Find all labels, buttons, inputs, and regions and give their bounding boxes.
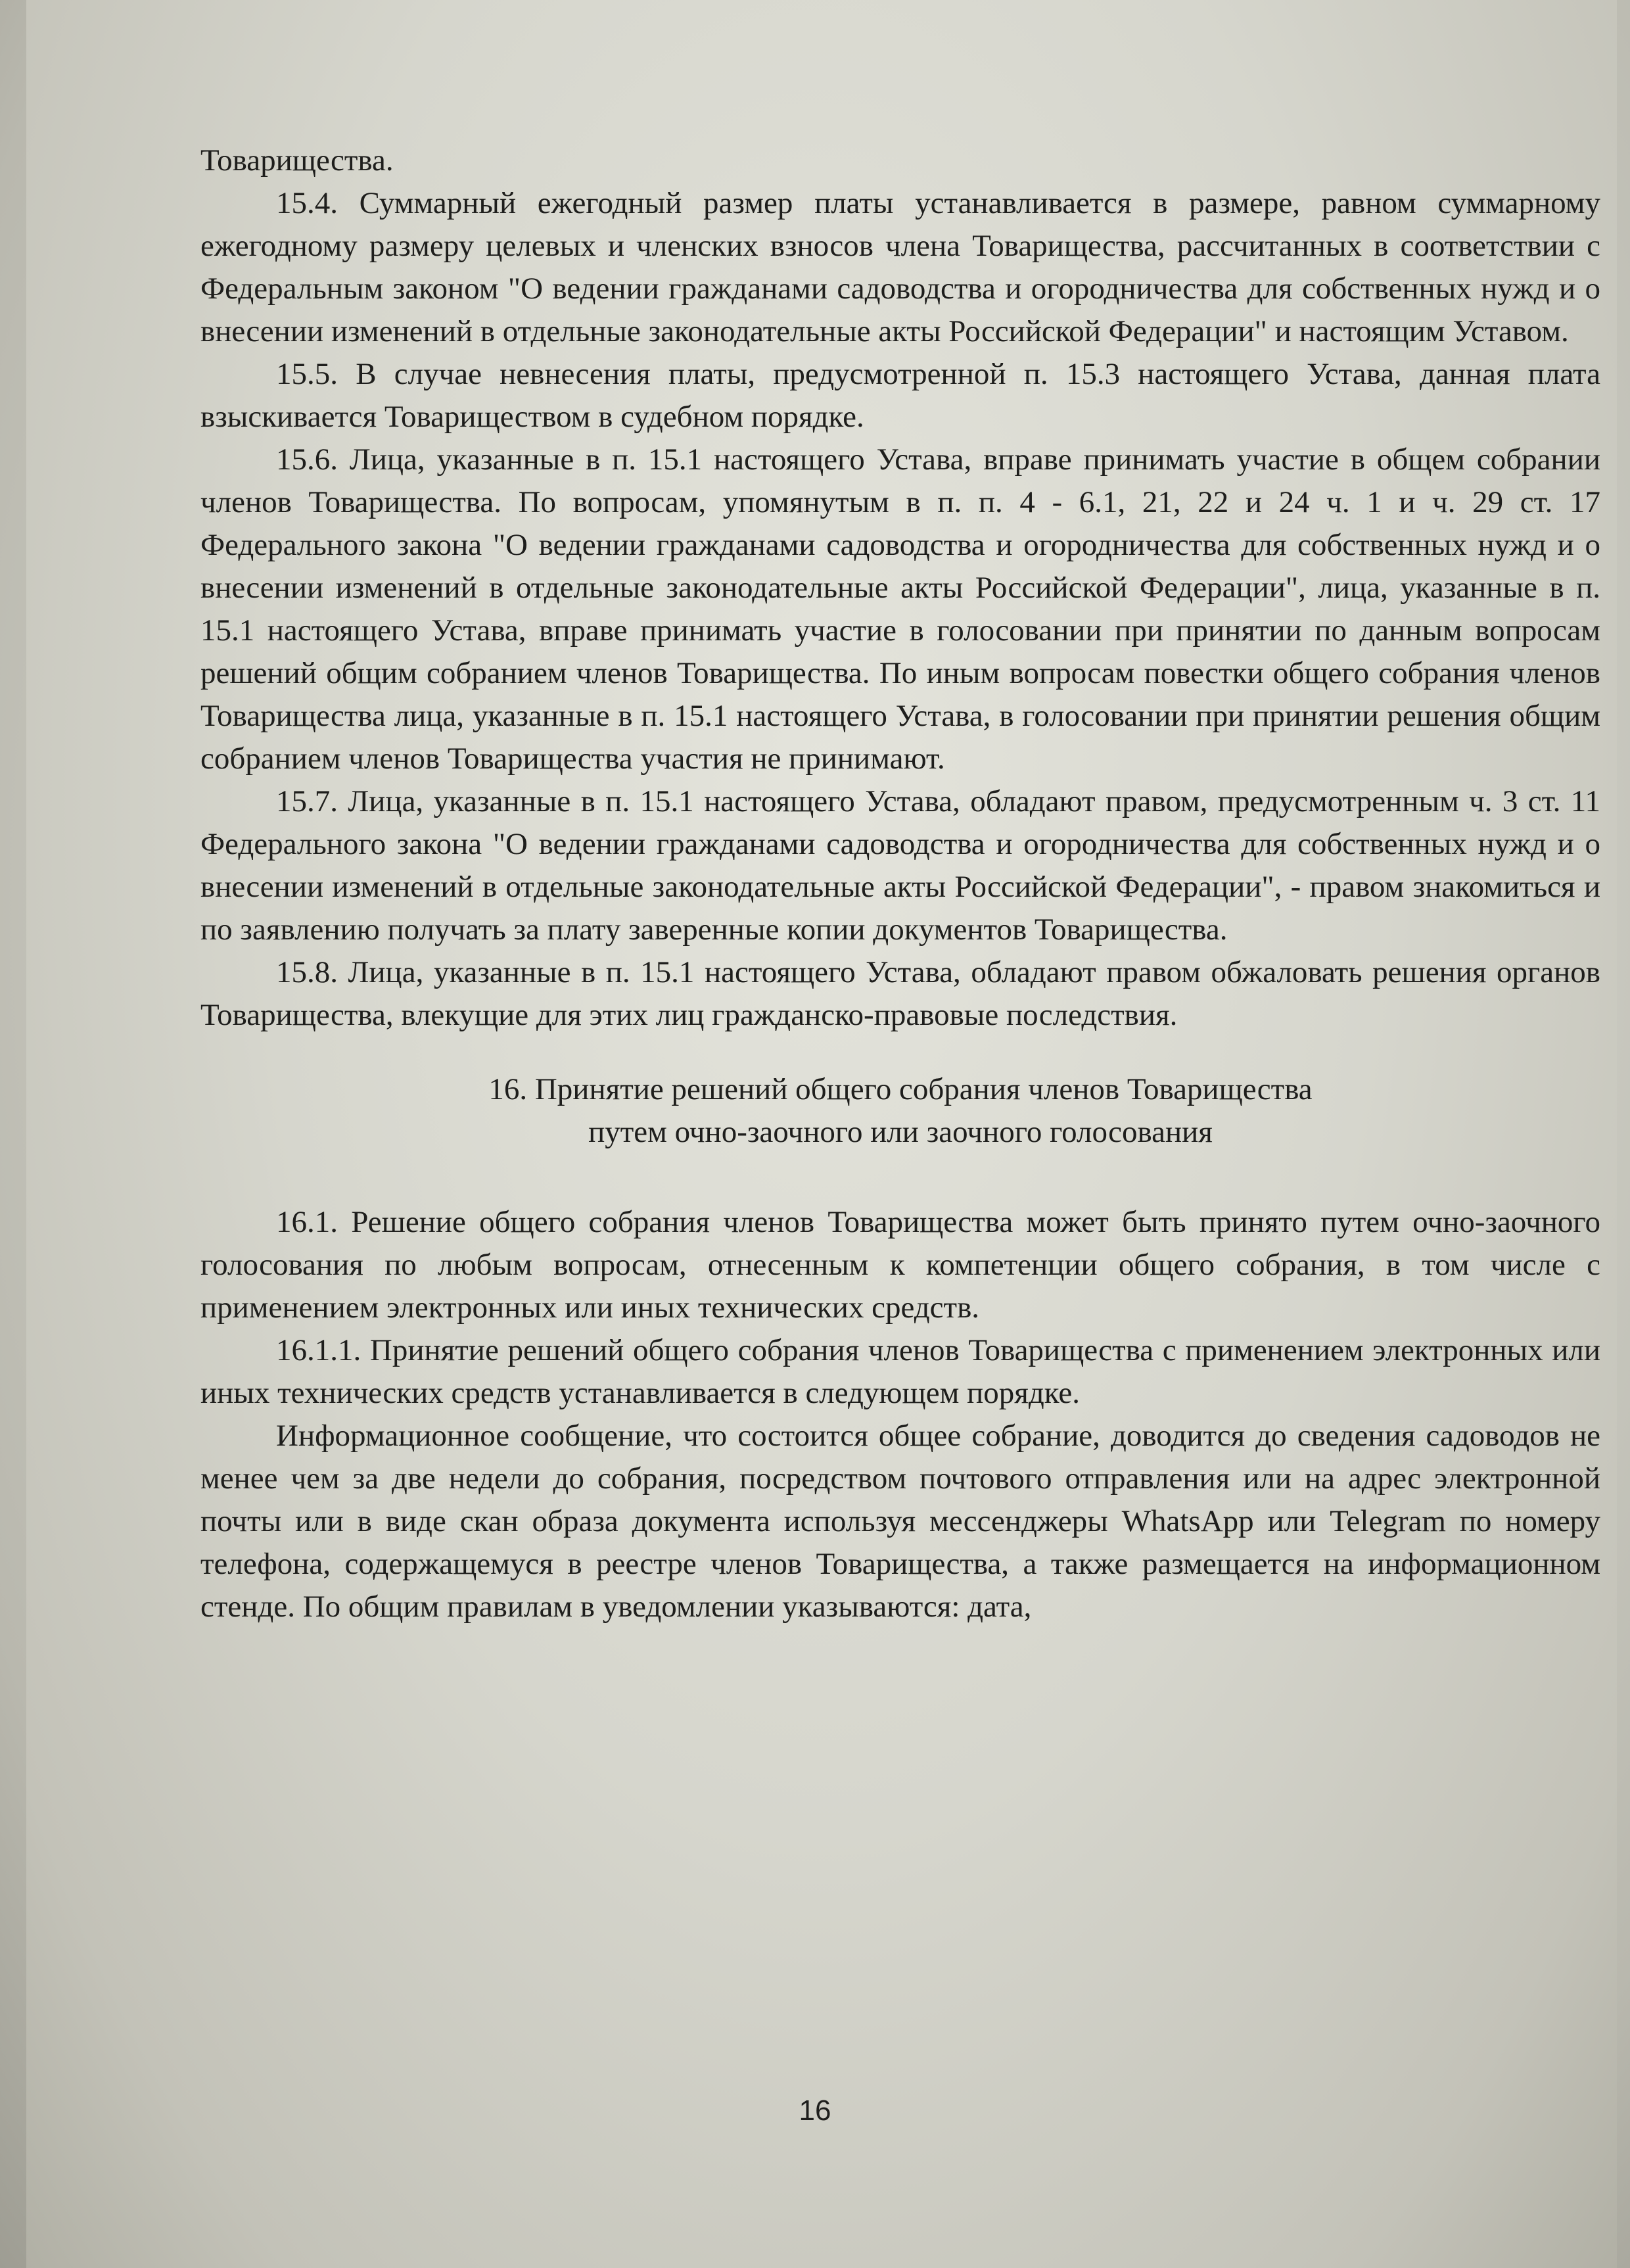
section-heading	[200, 1068, 1600, 1154]
paragraph-info-message: Информационное сообщение, что состоится общее собрание, доводится до сведения садоводов не менее чем за две недели до собрания, посредством почтового отправления или на адрес электронной почты или в виде скан образа документа используя мессенджеры WhatsApp или Telegram по номеру телефона, содержащемуся в реестре членов Товарищества, а также размещается на информационном стенде. По общим правилам в уведомлении указываются: дата,	[200, 1419, 1600, 1624]
paragraph-continuation: Товарищества.	[200, 143, 394, 177]
paragraph-16-1: 16.1. Решение общего собрания членов Товарищества может быть принято путем очно-заочного голосования по любым вопросам, отнесенным к компетенции общего собрания, в том числе с применением электронных или иных технических средств.	[200, 1205, 1600, 1325]
paragraph-15-8: 15.8. Лица, указанные в п. 15.1 настоящего Устава, обладают правом обжаловать решения органов Товарищества, влекущие для этих лиц гражданско-правовые последствия.	[200, 955, 1600, 1032]
paragraph-15-7: 15.7. Лица, указанные в п. 15.1 настоящего Устава, обладают правом, предусмотренным ч. 3 ст. 11 Федерального закона "О ведении гражданами садоводства и огородничества для собственных нужд и о внесении изменений в отдельные законодательные акты Российской Федерации", - правом знакомиться и по заявлению получать за плату заверенные копии документов Товарищества.	[200, 784, 1600, 947]
document-body	[200, 139, 1600, 1628]
section-heading-line-1: 16. Принятие решений общего собрания членов Товарищества	[488, 1072, 1313, 1106]
paragraph-15-5: 15.5. В случае невнесения платы, предусмотренной п. 15.3 настоящего Устава, данная плата взыскивается Товариществом в судебном порядке.	[200, 357, 1600, 434]
document-sheet	[26, 0, 1617, 2268]
paragraph-16-1-1: 16.1.1. Принятие решений общего собрания членов Товарищества с применением электронных или иных технических средств устанавливается в следующем порядке.	[200, 1333, 1600, 1410]
paragraph-15-4: 15.4. Суммарный ежегодный размер платы устанавливается в размере, равном суммарному ежегодному размеру целевых и членских взносов члена Товарищества, рассчитанных в соответствии с Федеральным законом "О ведении гражданами садоводства и огородничества для собственных нужд и о внесении изменений в отдельные законодательные акты Российской Федерации" и настоящим Уставом.	[200, 186, 1600, 348]
section-heading-line-2: путем очно-заочного или заочного голосования	[588, 1115, 1213, 1149]
page-number: 16	[799, 2094, 831, 2127]
paragraph-15-6: 15.6. Лица, указанные в п. 15.1 настоящего Устава, вправе принимать участие в общем собрании членов Товарищества. По вопросам, упомянутым в п. п. 4 - 6.1, 21, 22 и 24 ч. 1 и ч. 29 ст. 17 Федерального закона "О ведении гражданами садоводства и огородничества для собственных нужд и о внесении изменений в отдельные законодательные акты Российской Федерации", лица, указанные в п. 15.1 настоящего Устава, вправе принимать участие в голосовании при принятии по данным вопросам решений общим собранием членов Товарищества. По иным вопросам повестки общего собрания членов Товарищества лица, указанные в п. 15.1 настоящего Устава, в голосовании при принятии решения общим собранием членов Товарищества участия не принимают.	[200, 442, 1600, 776]
